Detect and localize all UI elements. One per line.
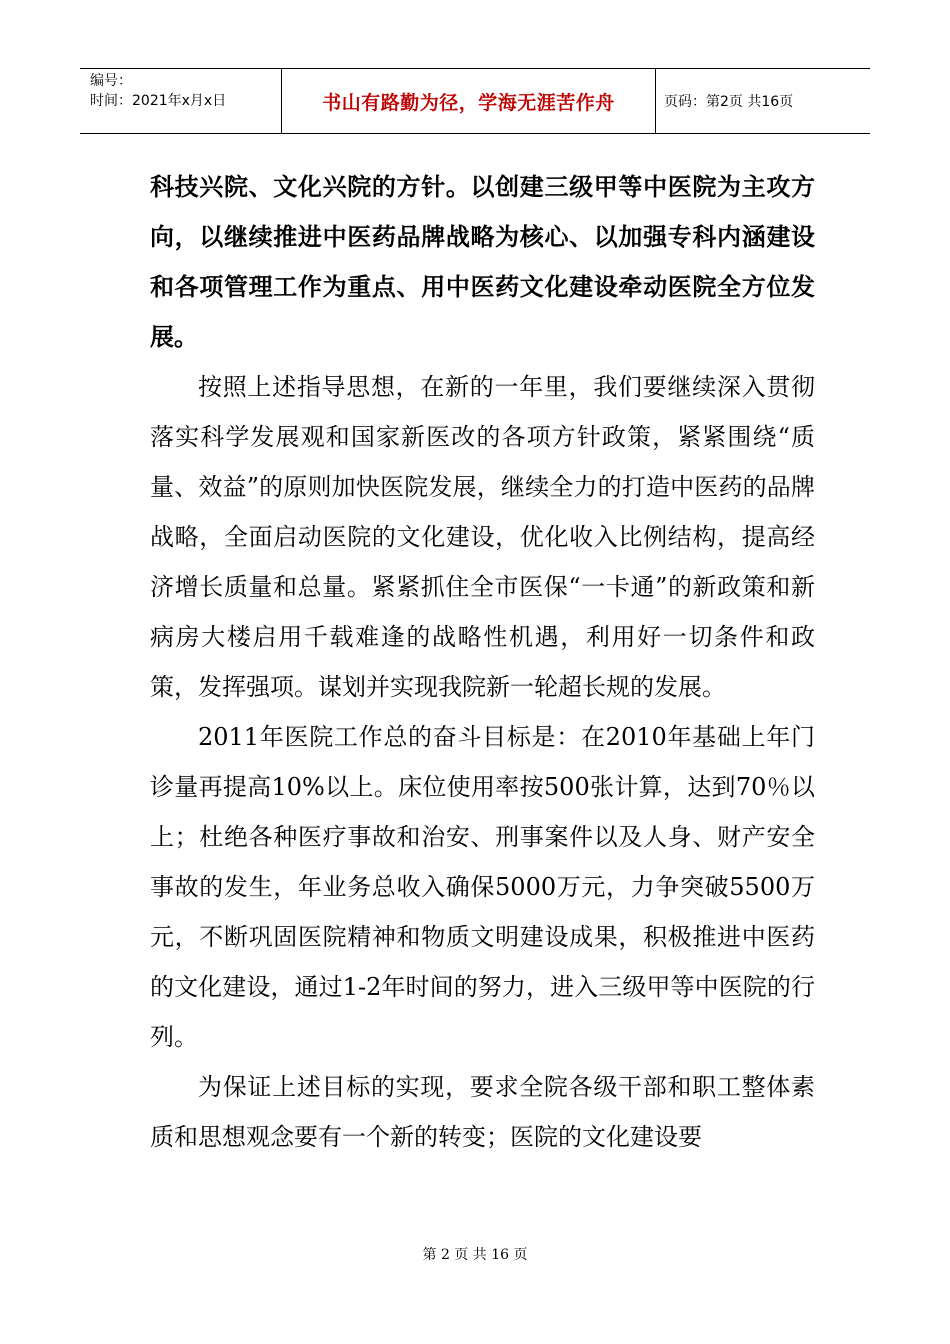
paragraph-2: 按照上述指导思想，在新的一年里，我们要继续深入贯彻落实科学发展观和国家新医改的各项方针政策，紧紧围绕“质量、效益”的原则加快医院发展，继续全力的打造中医药的品牌战略，全面启动医院的文化建设，优化收入比例结构，提高经济增长质量和总量。紧紧抓住全市医保“一卡通”的新政策和新病房大楼启用千载难逢的战略性机遇，利用好一切条件和政策，发挥强项。谋划并实现我院新一轮超长规的发展。	[150, 373, 815, 701]
serial-number-label: 编号：	[90, 73, 132, 89]
paragraph-4: 为保证上述目标的实现，要求全院各级干部和职工整体素质和思想观念要有一个新的转变；医院的文化建设要	[150, 1073, 815, 1151]
date-label: 时间：2021年x月x日	[90, 93, 227, 109]
paragraph-3: 2011年医院工作总的奋斗目标是：在2010年基础上年门诊量再提高10%以上。床位使用率按500张计算，达到70％以上；杜绝各种医疗事故和治安、刑事案件以及人身、财产安全事故的发生，年业务总收入确保5000万元，力争突破5500万元，不断巩固医院精神和物质文明建设成果，积极推进中医药的文化建设，通过1-2年时间的努力，进入三级甲等中医院的行列。	[150, 723, 815, 1051]
header-meta	[80, 69, 282, 133]
page-footer: 第 2 页 共 16 页	[422, 1247, 528, 1263]
header-motto: 书山有路勤为径，学海无涯苦作舟	[282, 69, 656, 133]
document-body	[150, 162, 815, 1162]
page-header	[80, 68, 870, 134]
header-page-info: 页码：第2页 共16页	[664, 94, 794, 110]
paragraph-1: 科技兴院、文化兴院的方针。以创建三级甲等中医院为主攻方向，以继续推进中医药品牌战略为核心、以加强专科内涵建设和各项管理工作为重点、用中医药文化建设牵动医院全方位发展。	[150, 173, 815, 351]
